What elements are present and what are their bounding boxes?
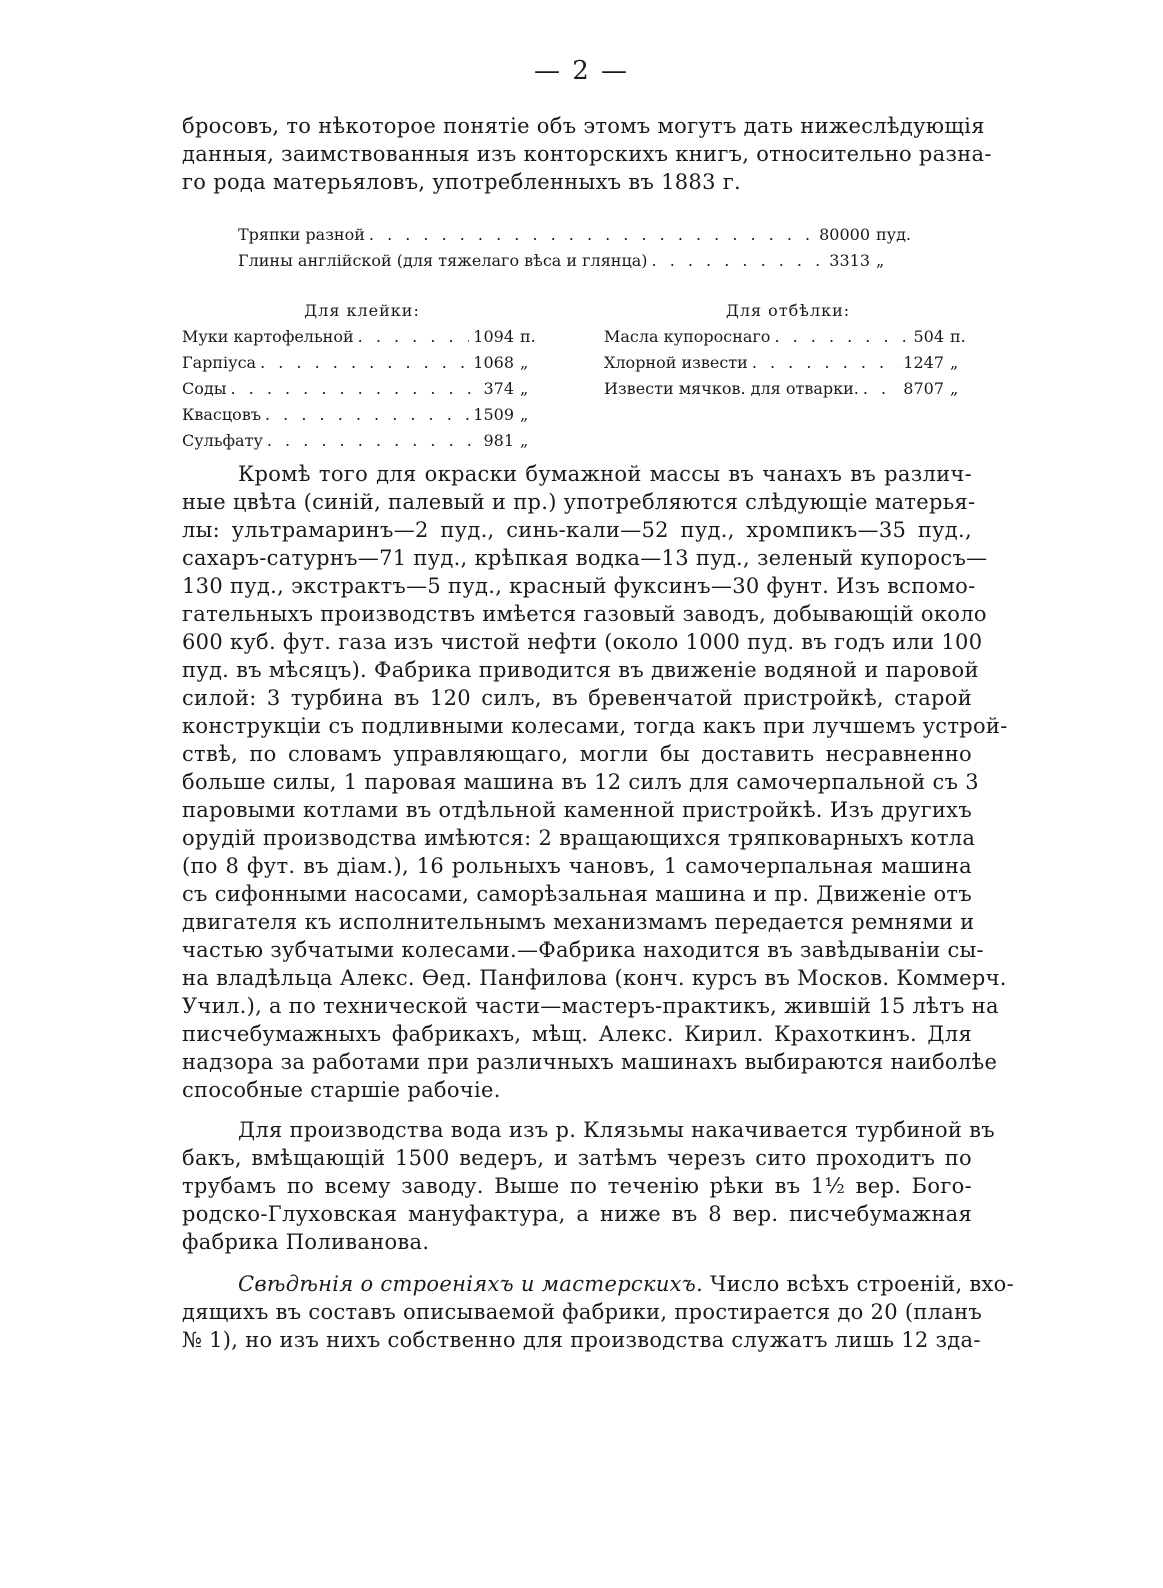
sizing-column [182,298,542,454]
item-value: 981 [483,431,514,450]
item-name: Муки картофельной [182,327,354,346]
dot-leader [652,248,826,274]
item-unit: „ [520,405,529,424]
item-name: Квасцовъ [182,405,261,424]
list-item [238,222,918,248]
list-item [604,324,972,350]
dot-leader [230,376,479,402]
text-line: писчебумажныхъ фабрикахъ, мѣщ. Алекс. Кирил. Крахоткинъ. Для [182,1022,972,1046]
text-line: сахаръ-сатурнъ—71 пуд., крѣпкая водка—13 пуд., зеленый купоросъ— [182,546,988,570]
item-name: Масла купороснаго [604,327,771,346]
text-line: надзора за работами при различныхъ машинахъ выбираются наиболѣе [182,1050,998,1074]
dot-leader [267,428,480,454]
text-line: силой: 3 турбина въ 120 силъ, въ бревенчатой пристройкѣ, старой [182,686,972,710]
text-line: лы: ультрамаринъ—2 пуд., синь-кали—52 пуд., хромпикъ—35 пуд., [182,518,972,542]
dot-leader [260,350,469,376]
text-fragment: Число всѣхъ строеній, вхо- [703,1272,1015,1296]
item-name: Сульфату [182,431,263,450]
text-line: частью зубчатыми колесами.—Фабрика находится въ завѣдываніи сы- [182,938,984,962]
text-line: бакъ, вмѣщающій 1500 ведеръ, и затѣмъ черезъ сито проходитъ по [182,1146,972,1170]
item-unit: „ [950,353,959,372]
item-name: Извести мячков. для отварки. [604,379,859,398]
text-line: 130 пуд., экстрактъ—5 пуд., красный фуксинъ—30 фунт. Изъ вспомо- [182,574,976,598]
dot-leader [863,376,899,402]
text-line: орудій производства имѣются: 2 вращающихся тряпковарныхъ котла [182,826,976,850]
text-line: на владѣльца Алекс. Ѳед. Панфилова (конч. курсъ въ Москов. Коммерч. [182,966,1007,990]
text-line: Для производства вода изъ р. Клязьмы накачивается турбиной въ [238,1118,995,1142]
text-line: 600 куб. фут. газа изъ чистой нефти (около 1000 пуд. въ годъ или 100 [182,630,983,654]
item-value: 504 [913,327,944,346]
buildings-paragraph [182,1270,1015,1354]
finishing-column [604,298,972,402]
item-value: 1094 [473,327,514,346]
list-item [182,324,542,350]
item-unit: „ [520,379,529,398]
text-line: родско-Глуховская мануфактура, а ниже въ 8 вер. писчебумажная [182,1202,972,1226]
item-name: Тряпки разной [238,225,365,244]
dot-leader [358,324,470,350]
section-heading: Свѣдѣнія о строеніяхъ и мастерскихъ. [238,1272,704,1296]
text-line: фабрика Поливанова. [182,1230,430,1254]
page-number: — 2 — [533,56,630,86]
text-line: съ сифонными насосами, саморѣзальная машина и пр. Движеніе отъ [182,882,972,906]
item-unit: „ [520,431,529,450]
item-unit: „ [876,251,885,270]
text-line: Кромѣ того для окраски бумажной массы въ чанахъ въ различ- [238,462,972,486]
item-name: Гарпіуса [182,353,257,372]
text-line: конструкціи съ подливными колесами, тогда какъ при лучшемъ устрой- [182,714,1008,738]
list-item [238,248,918,274]
dot-leader [369,222,815,248]
text-line: дящихъ въ составъ описываемой фабрики, простирается до 20 (планъ [182,1300,983,1324]
item-unit: п. [520,327,536,346]
text-line: № 1), но изъ нихъ собственно для производства служатъ лишь 12 зда- [182,1328,981,1352]
dyeing-and-power-paragraph [182,460,1008,1104]
dot-leader [752,350,899,376]
list-item [182,376,542,402]
text-line: гательныхъ производствъ имѣется газовый заводъ, добывающій около [182,602,987,626]
item-unit: п. [950,327,966,346]
text-line: двигателя къ исполнительнымъ механизмамъ передается ремнями и [182,910,975,934]
dot-leader [774,324,909,350]
list-item [604,350,972,376]
item-value: 1247 [903,353,944,372]
list-item [182,402,542,428]
text-line: Учил.), а по технической части—мастеръ-практикъ, жившій 15 лѣтъ на [182,994,999,1018]
text-line: больше силы, 1 паровая машина въ 12 силъ для самочерпальной съ 3 [182,770,979,794]
intro-paragraph [182,112,992,196]
text-line: способные старшіе рабочіе. [182,1078,501,1102]
item-name: Глины англійской (для тяжелаго вѣса и глянца) [238,251,648,270]
text-line: (по 8 фут. въ діам.), 16 рольныхъ чановъ, 1 самочерпальная машина [182,854,972,878]
item-unit: „ [950,379,959,398]
item-value: 1068 [473,353,514,372]
column-heading: Для отбѣлки: [725,301,851,320]
list-item [182,350,542,376]
dot-leader [265,402,469,428]
list-item [182,428,542,454]
text-line: бросовъ, то нѣкоторое понятіе объ этомъ могутъ дать нижеслѣдующія [182,114,985,138]
text-line: пуд. въ мѣсяцъ). Фабрика приводится въ движеніе водяной и паровой [182,658,979,682]
item-name: Соды [182,379,227,398]
list-item [604,376,972,402]
text-line: го рода матерьяловъ, употребленныхъ въ 1883 г. [182,170,742,194]
column-heading: Для клейки: [304,301,420,320]
text-line: паровыми котлами въ отдѣльной каменной пристройкѣ. Изъ другихъ [182,798,972,822]
text-line: данныя, заимствованныя изъ конторскихъ книгъ, относительно разна- [182,142,992,166]
text-line [182,1270,1015,1298]
item-value: 80000 [819,225,870,244]
item-unit: „ [520,353,529,372]
water-supply-paragraph [182,1116,995,1256]
item-value: 3313 [829,251,870,270]
text-line: ные цвѣта (синій, палевый и пр.) употребляются слѣдующіе матерья- [182,490,976,514]
item-value: 374 [483,379,514,398]
text-line: ствѣ, по словамъ управляющаго, могли бы доставить несравненно [182,742,972,766]
item-unit: пуд. [876,225,912,244]
item-value: 1509 [473,405,514,424]
main-materials-list [238,222,918,274]
item-value: 8707 [903,379,944,398]
text-line: трубамъ по всему заводу. Выше по теченію рѣки въ 1½ вер. Бого- [182,1174,972,1198]
item-name: Хлорной извести [604,353,748,372]
